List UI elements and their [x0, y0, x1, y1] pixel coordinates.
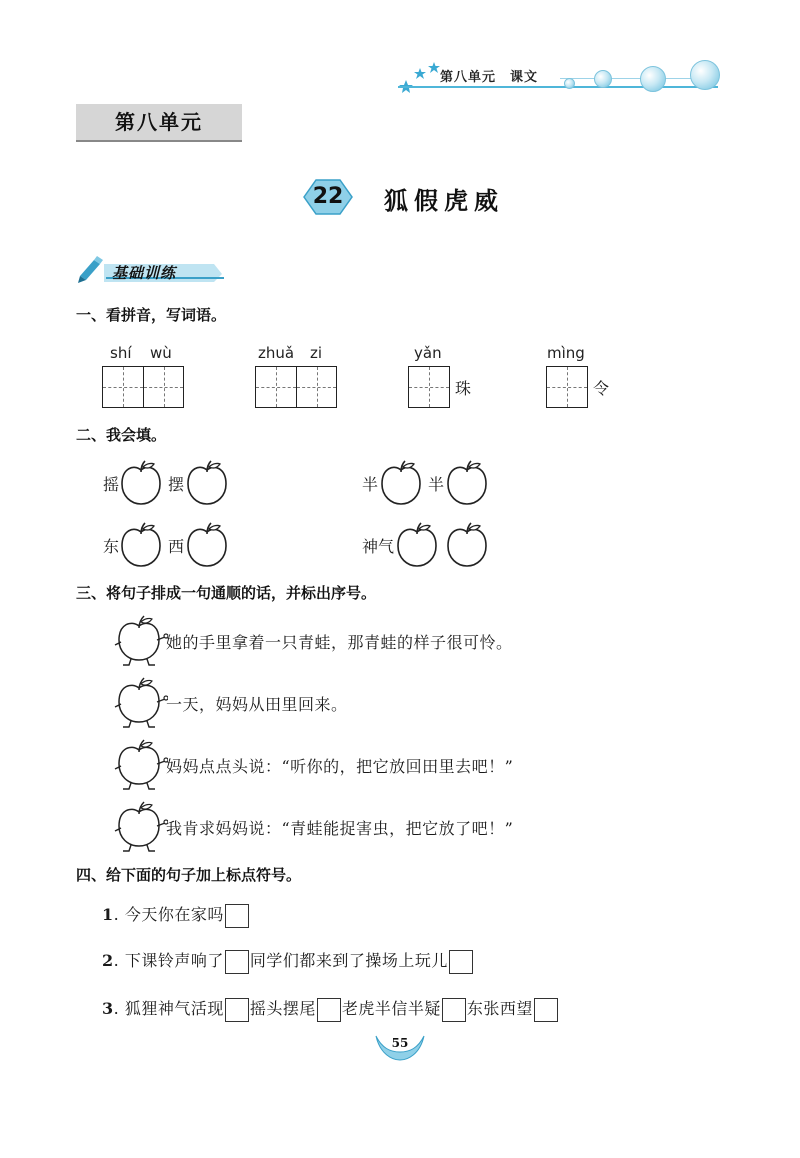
- grid-cell[interactable]: [296, 367, 336, 407]
- item-number: 2: [102, 951, 114, 970]
- item-dot: .: [113, 905, 125, 924]
- segment: 下课铃声响了: [124, 951, 224, 970]
- word-suffix-3: 珠: [455, 379, 472, 398]
- apple-blank-icon[interactable]: [446, 522, 490, 568]
- punct-item-3: [102, 996, 559, 1022]
- punct-item-2: [102, 948, 474, 974]
- punctuation-box[interactable]: [442, 998, 466, 1022]
- punctuation-box[interactable]: [225, 904, 249, 928]
- punctuation-box[interactable]: [225, 998, 249, 1022]
- header-line: [398, 86, 718, 88]
- fill-char-3a: 东: [103, 537, 120, 556]
- apple-figure-order-icon[interactable]: [114, 614, 168, 668]
- writing-grid-4[interactable]: [546, 366, 588, 408]
- header-text: [440, 66, 538, 85]
- sentence-4: 我肯求妈妈说：“青蛙能捉害虫，把它放了吧！”: [166, 819, 514, 838]
- pinyin-2b: zi: [310, 344, 323, 362]
- apple-blank-icon[interactable]: [446, 460, 490, 506]
- question-3-title: 三、将句子排成一句通顺的话，并标出序号。: [76, 584, 377, 602]
- lesson-number: 22: [312, 184, 344, 209]
- punctuation-box[interactable]: [449, 950, 473, 974]
- apple-blank-icon[interactable]: [186, 460, 230, 506]
- apple-figure-order-icon[interactable]: [114, 738, 168, 792]
- segment: 东张西望: [466, 999, 533, 1018]
- fill-char-1a: 摇: [103, 475, 120, 494]
- punctuation-box[interactable]: [225, 950, 249, 974]
- apple-blank-icon[interactable]: [396, 522, 440, 568]
- bubble-icon: [564, 78, 575, 89]
- item-dot: .: [113, 999, 125, 1018]
- pinyin-1b: wù: [150, 344, 172, 362]
- punctuation-box[interactable]: [534, 998, 558, 1022]
- header-line-thin: [560, 78, 710, 79]
- question-4-title: 四、给下面的句子加上标点符号。: [76, 866, 302, 884]
- segment: 狐狸神气活现: [124, 999, 224, 1018]
- writing-grid-2[interactable]: [255, 366, 337, 408]
- question-2-title: 二、我会填。: [76, 426, 167, 444]
- bubble-icon: [640, 66, 666, 92]
- header-unit: 第八单元: [440, 70, 497, 85]
- grid-cell[interactable]: [547, 367, 587, 407]
- apple-figure-order-icon[interactable]: [114, 800, 168, 854]
- writing-grid-1[interactable]: [102, 366, 184, 408]
- badge-label: 基础训练: [112, 264, 177, 282]
- apple-blank-icon[interactable]: [120, 522, 164, 568]
- grid-cell[interactable]: [409, 367, 449, 407]
- bubble-icon: [690, 60, 720, 90]
- lesson-title: 狐假虎威: [384, 187, 504, 215]
- item-number: 3: [102, 999, 114, 1018]
- grid-cell[interactable]: [143, 367, 183, 407]
- fill-char-1b: 摆: [168, 475, 185, 494]
- apple-figure-order-icon[interactable]: [114, 676, 168, 730]
- page-number: 55: [391, 1036, 409, 1050]
- grid-cell[interactable]: [256, 367, 296, 407]
- sentence-3: 妈妈点点头说：“听你的，把它放回田里去吧！”: [166, 757, 514, 776]
- pinyin-4: mìng: [547, 344, 585, 362]
- sentence-1: 她的手里拿着一只青蛙，那青蛙的样子很可怜。: [166, 633, 513, 652]
- fill-char-2a: 半: [362, 475, 379, 494]
- unit-heading: 第八单元: [76, 104, 242, 142]
- fill-char-4a: 神气: [362, 537, 395, 556]
- punctuation-box[interactable]: [317, 998, 341, 1022]
- question-1-title: 一、看拼音，写词语。: [76, 306, 227, 324]
- pinyin-3: yǎn: [414, 344, 442, 362]
- segment: 同学们都来到了操场上玩儿: [249, 951, 448, 970]
- fill-char-3b: 西: [168, 537, 185, 556]
- segment: 摇头摆尾: [249, 999, 316, 1018]
- fill-char-2b: 半: [428, 475, 445, 494]
- item-dot: .: [113, 951, 125, 970]
- apple-blank-icon[interactable]: [120, 460, 164, 506]
- bubble-icon: [594, 70, 612, 88]
- grid-cell[interactable]: [103, 367, 143, 407]
- lesson-number-badge: [302, 178, 354, 216]
- apple-blank-icon[interactable]: [380, 460, 424, 506]
- header-section: 课文: [510, 70, 539, 85]
- item-number: 1: [102, 905, 114, 924]
- word-suffix-4: 令: [593, 379, 610, 398]
- pinyin-1a: shí: [110, 344, 132, 362]
- pinyin-2a: zhuǎ: [258, 344, 295, 362]
- segment: 老虎半信半疑: [341, 999, 441, 1018]
- writing-grid-3[interactable]: [408, 366, 450, 408]
- sentence-2: 一天，妈妈从田里回来。: [166, 695, 348, 714]
- apple-blank-icon[interactable]: [186, 522, 230, 568]
- punct-item-1: [102, 902, 250, 928]
- segment: 今天你在家吗: [124, 905, 224, 924]
